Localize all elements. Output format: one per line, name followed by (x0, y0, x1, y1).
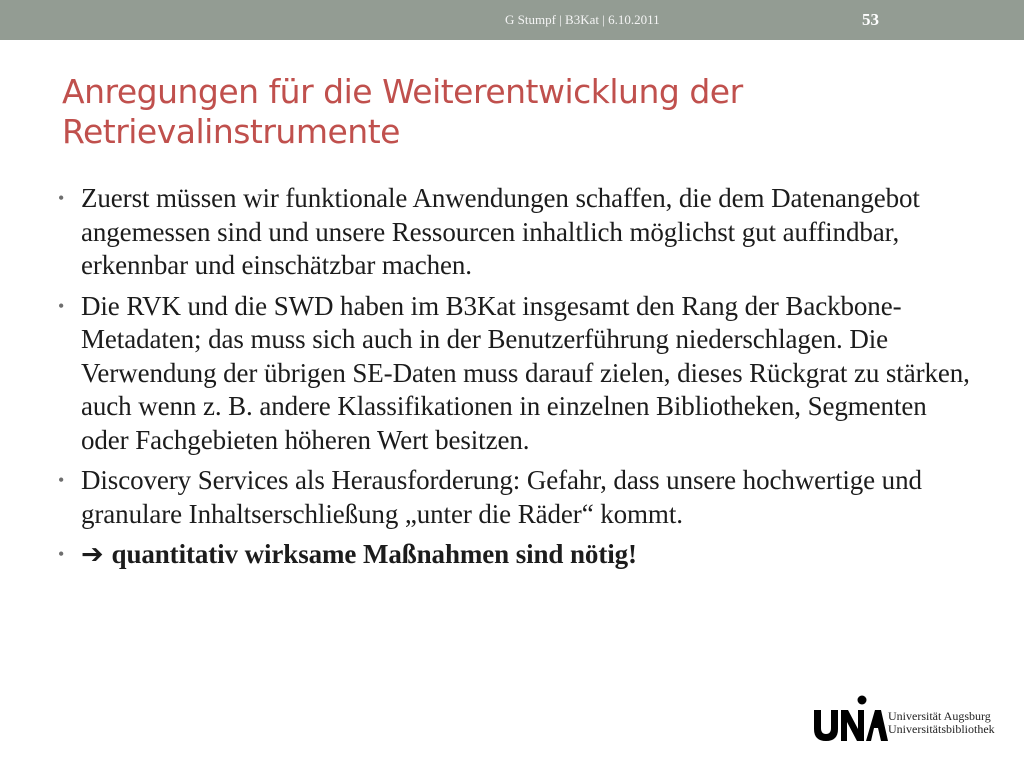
page-number: 53 (862, 10, 879, 29)
bullet-text: Zuerst müssen wir funktionale Anwendungen schaffen, die dem Datenangebot angemessen sind und unsere Ressourcen inhaltlich möglichst gut auffindbar, erkennbar und einschätzbar machen. (81, 183, 920, 280)
bullet-item (58, 290, 978, 458)
bullet-list (58, 182, 978, 579)
bullet-text: Die RVK und die SWD haben im B3Kat insgesamt den Rang der Backbone-Metadaten; das muss sich auch in der Benutzerführung niederschlagen. Die Verwendung der übrigen SE-Daten muss darauf zielen, dieses Rückgrat zu stärken, auch wenn z. B. andere Klassifikationen in einzelnen Bibliotheken, Segmenten oder Fachgebieten höheren Wert besitzen. (81, 290, 970, 455)
uni-augsburg-logo-icon (812, 694, 888, 744)
arrow-right-icon: ➔ (81, 539, 104, 570)
university-logo (812, 694, 1002, 744)
bullet-item (58, 464, 978, 531)
title-line-2: Retrievalinstrumente (62, 112, 400, 151)
logo-university-name: Universität Augsburg (888, 709, 991, 723)
bullet-item-conclusion (58, 538, 978, 572)
title-line-1: Anregungen für die Weiterentwicklung der (62, 72, 743, 111)
bullet-dot-icon: • (58, 544, 65, 564)
footer-text: G Stumpf | B3Kat | 6.10.2011 (505, 12, 660, 27)
conclusion-text: quantitativ wirksame Maßnahmen sind nötig! (111, 539, 637, 569)
bullet-item (58, 182, 978, 283)
bullet-dot-icon: • (58, 188, 65, 208)
slide-title (62, 72, 962, 152)
bullet-dot-icon: • (58, 295, 65, 316)
bullet-text: Discovery Services als Herausforderung: Gefahr, dass unsere hochwertige und granulare Inhaltserschließung „unter die Räder“ kommt. (81, 465, 922, 529)
logo-library-name: Universitätsbibliothek (888, 722, 995, 736)
bullet-dot-icon: • (58, 470, 65, 490)
header-bar (0, 0, 1024, 40)
